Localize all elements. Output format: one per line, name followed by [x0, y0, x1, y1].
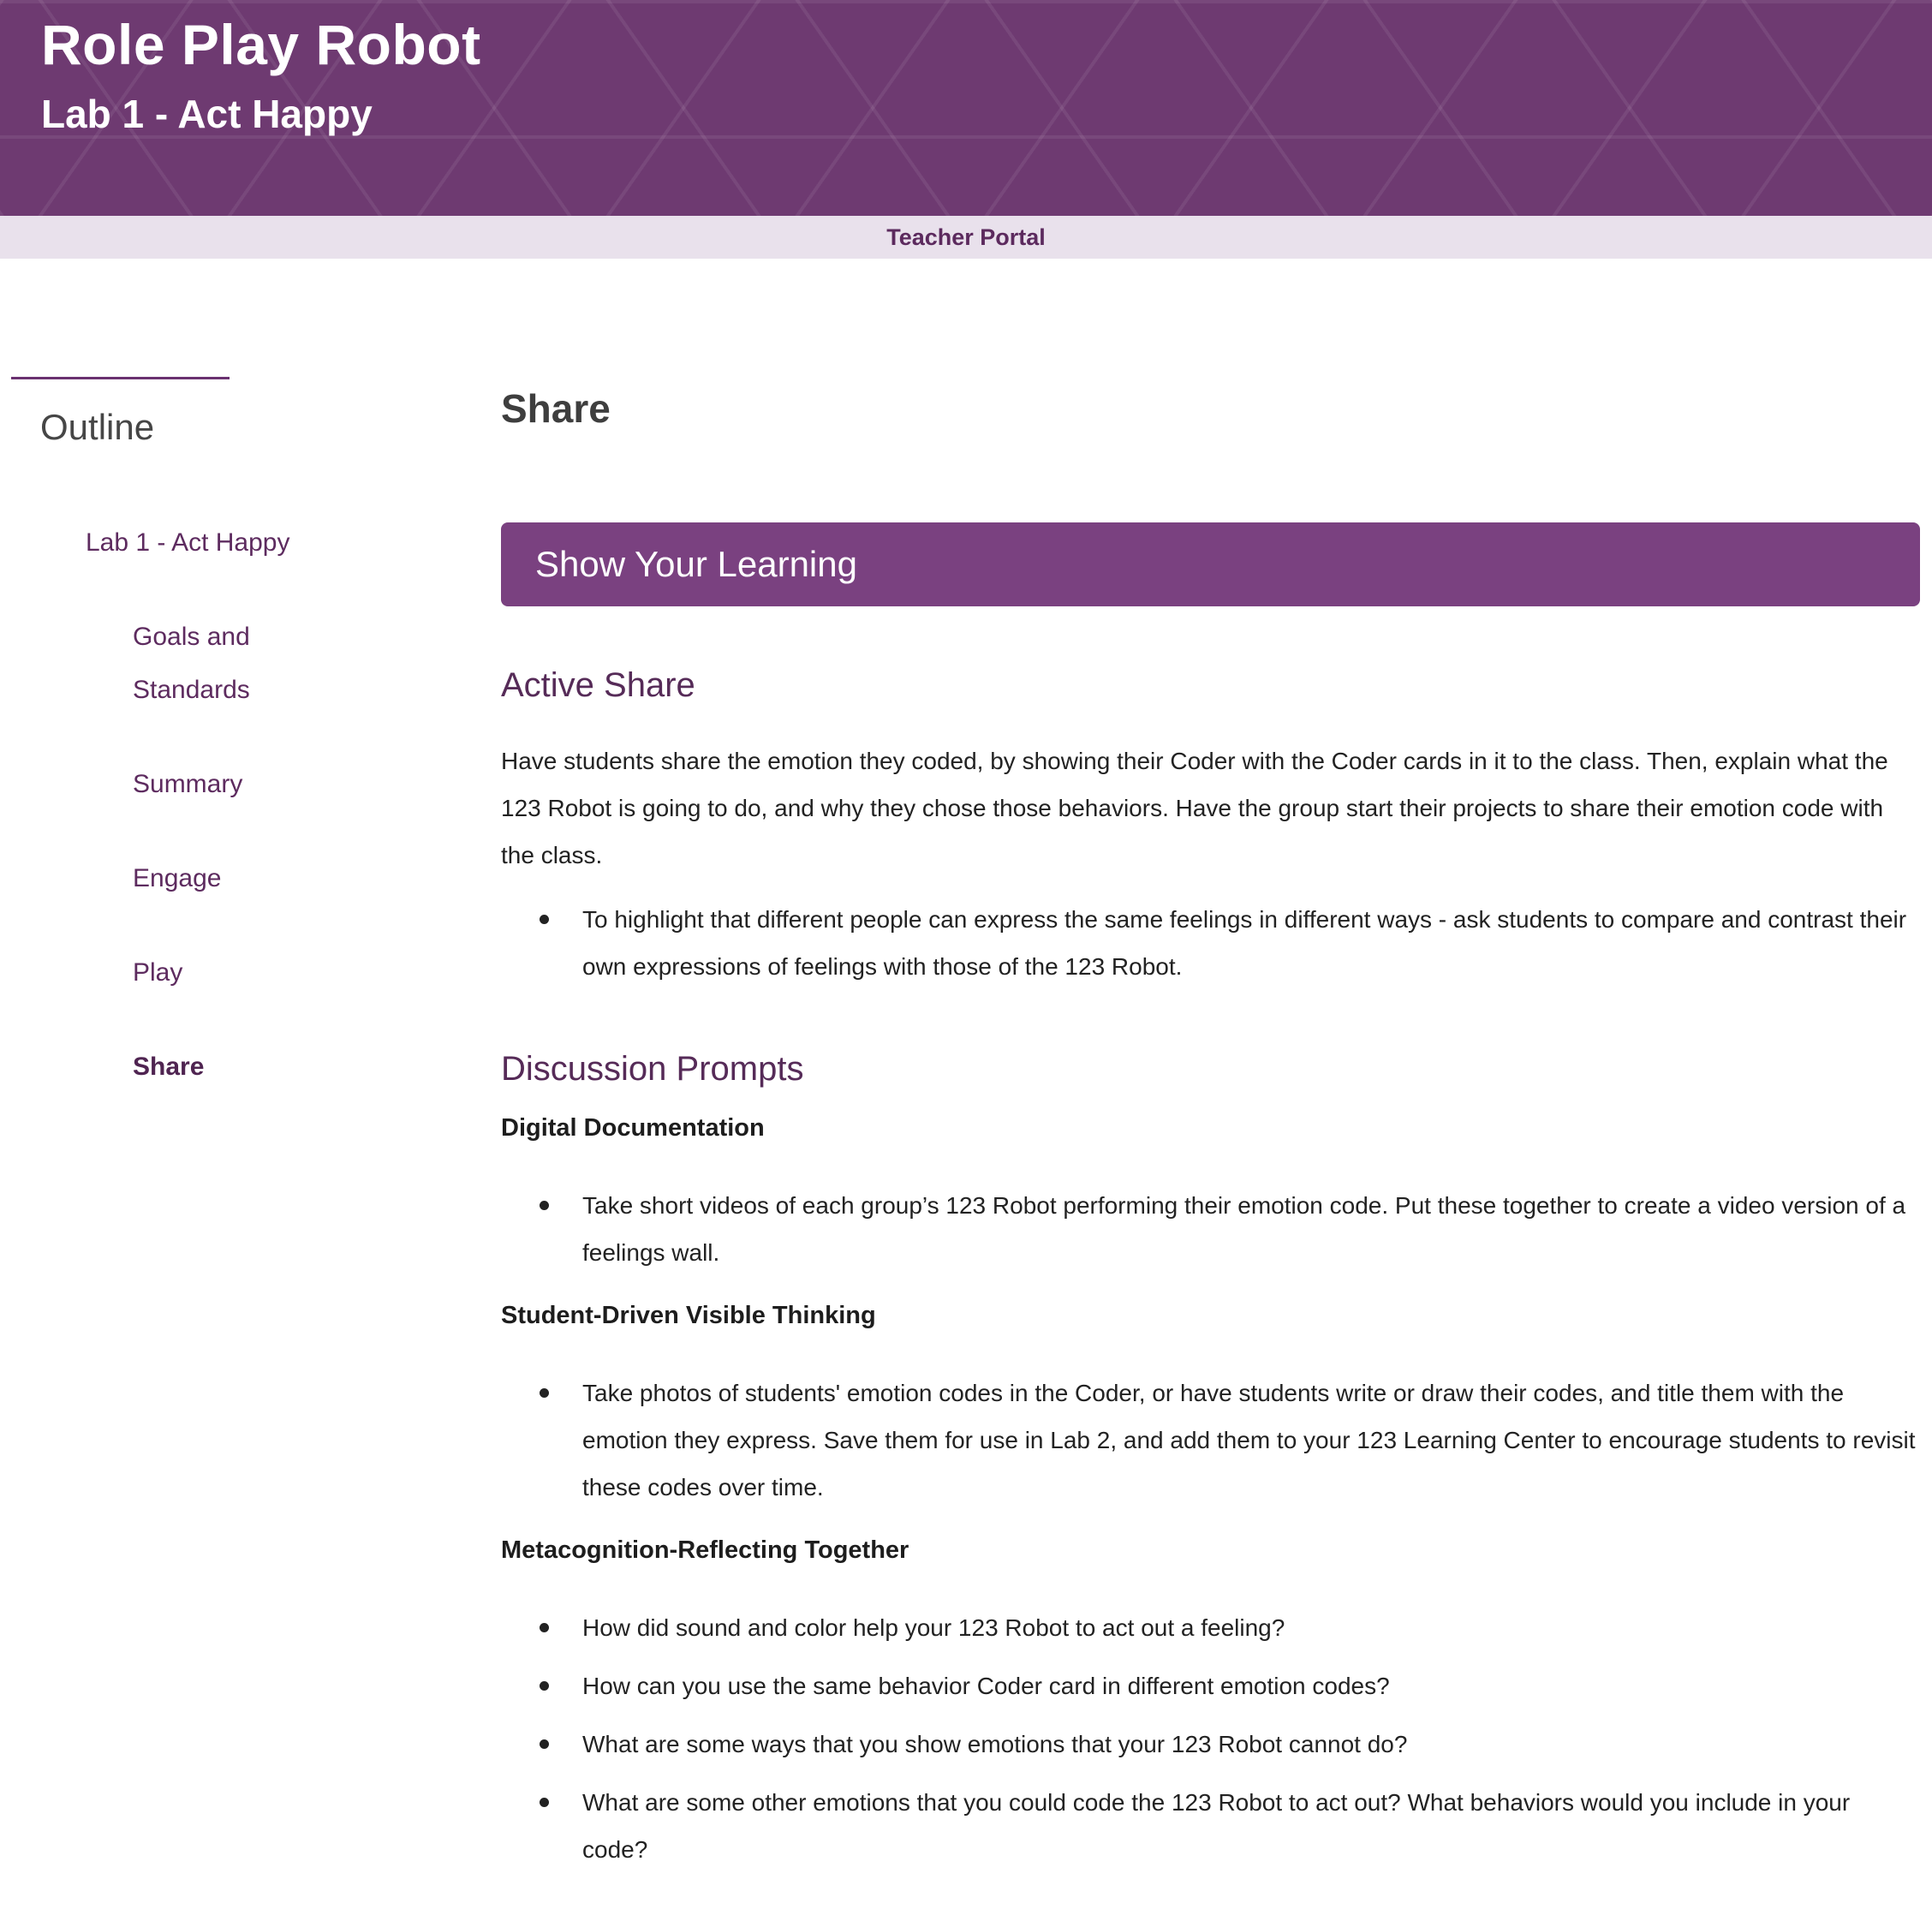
- sidebar-item-goals-and-standards[interactable]: [86, 611, 351, 717]
- discussion-prompts-heading: Discussion Prompts: [501, 1050, 804, 1088]
- sidebar-link-share[interactable]: Share: [133, 1053, 205, 1081]
- banner-label: Show Your Learning: [535, 544, 857, 584]
- outline-nav: [86, 516, 351, 1094]
- list-item: Take short videos of each group’s 123 Robot performing their emotion code. Put these together to create a video version of a feelings wall.: [582, 1182, 1920, 1276]
- sidebar-divider: [11, 377, 230, 379]
- active-share-bullets: [501, 896, 1920, 990]
- digital-documentation-heading: Digital Documentation: [501, 1114, 765, 1142]
- student-driven-bullets: [501, 1369, 1920, 1511]
- page-header: [0, 0, 1932, 216]
- teacher-portal-bar: [0, 216, 1932, 259]
- page-title: Share: [501, 386, 611, 431]
- sidebar-link-summary[interactable]: Summary: [133, 770, 243, 798]
- sidebar-item-summary[interactable]: [86, 758, 351, 811]
- active-share-paragraph: Have students share the emotion they coded, by showing their Coder with the Coder cards in it to the class. Then, explain what the 123 Robot is going to do, and why they chose those behaviors. Have the group start their projects to share their emotion code with the class.: [501, 748, 1888, 868]
- list-item: To highlight that different people can express the same feelings in different ways - ask students to compare and contrast their own expressions of feelings with those of the 123 Robot.: [582, 896, 1920, 990]
- content-layout: [0, 259, 1932, 1873]
- sidebar-link-engage[interactable]: Engage: [133, 864, 222, 892]
- sidebar-link-goals-and-standards[interactable]: Goals and Standards: [133, 623, 250, 704]
- sidebar-item-share[interactable]: [86, 1041, 351, 1094]
- student-driven-heading: Student-Driven Visible Thinking: [501, 1302, 876, 1329]
- outline-heading: Outline: [40, 407, 155, 447]
- teacher-portal-label: Teacher Portal: [886, 224, 1046, 250]
- app-title: Role Play Robot: [41, 13, 481, 76]
- show-your-learning-banner: [501, 522, 1920, 606]
- list-item: How did sound and color help your 123 Robot to act out a feeling?: [582, 1604, 1920, 1651]
- list-item: What are some other emotions that you could code the 123 Robot to act out? What behaviors would you include in your code?: [582, 1779, 1920, 1873]
- metacognition-bullets: [501, 1604, 1920, 1873]
- list-item: Take photos of students' emotion codes in the Coder, or have students write or draw their codes, and title them with the emotion they express. Save them for use in Lab 2, and add them to your 123 Learning Center to encourage students to revisit these codes over time.: [582, 1369, 1920, 1511]
- active-share-heading: Active Share: [501, 666, 695, 704]
- outline-sidebar: [0, 259, 501, 1094]
- digital-documentation-bullets: [501, 1182, 1920, 1276]
- sidebar-item-lab-1-act-happy[interactable]: [86, 516, 351, 570]
- lab-subtitle: Lab 1 - Act Happy: [41, 92, 373, 136]
- list-item: How can you use the same behavior Coder card in different emotion codes?: [582, 1662, 1920, 1709]
- sidebar-item-play[interactable]: [86, 946, 351, 999]
- metacognition-heading: Metacognition-Reflecting Together: [501, 1536, 909, 1564]
- sidebar-item-engage[interactable]: [86, 852, 351, 905]
- sidebar-link-lab-1-act-happy[interactable]: Lab 1 - Act Happy: [86, 528, 290, 557]
- main-content: [501, 259, 1932, 1873]
- list-item: What are some ways that you show emotions that your 123 Robot cannot do?: [582, 1721, 1920, 1768]
- sidebar-link-play[interactable]: Play: [133, 958, 183, 987]
